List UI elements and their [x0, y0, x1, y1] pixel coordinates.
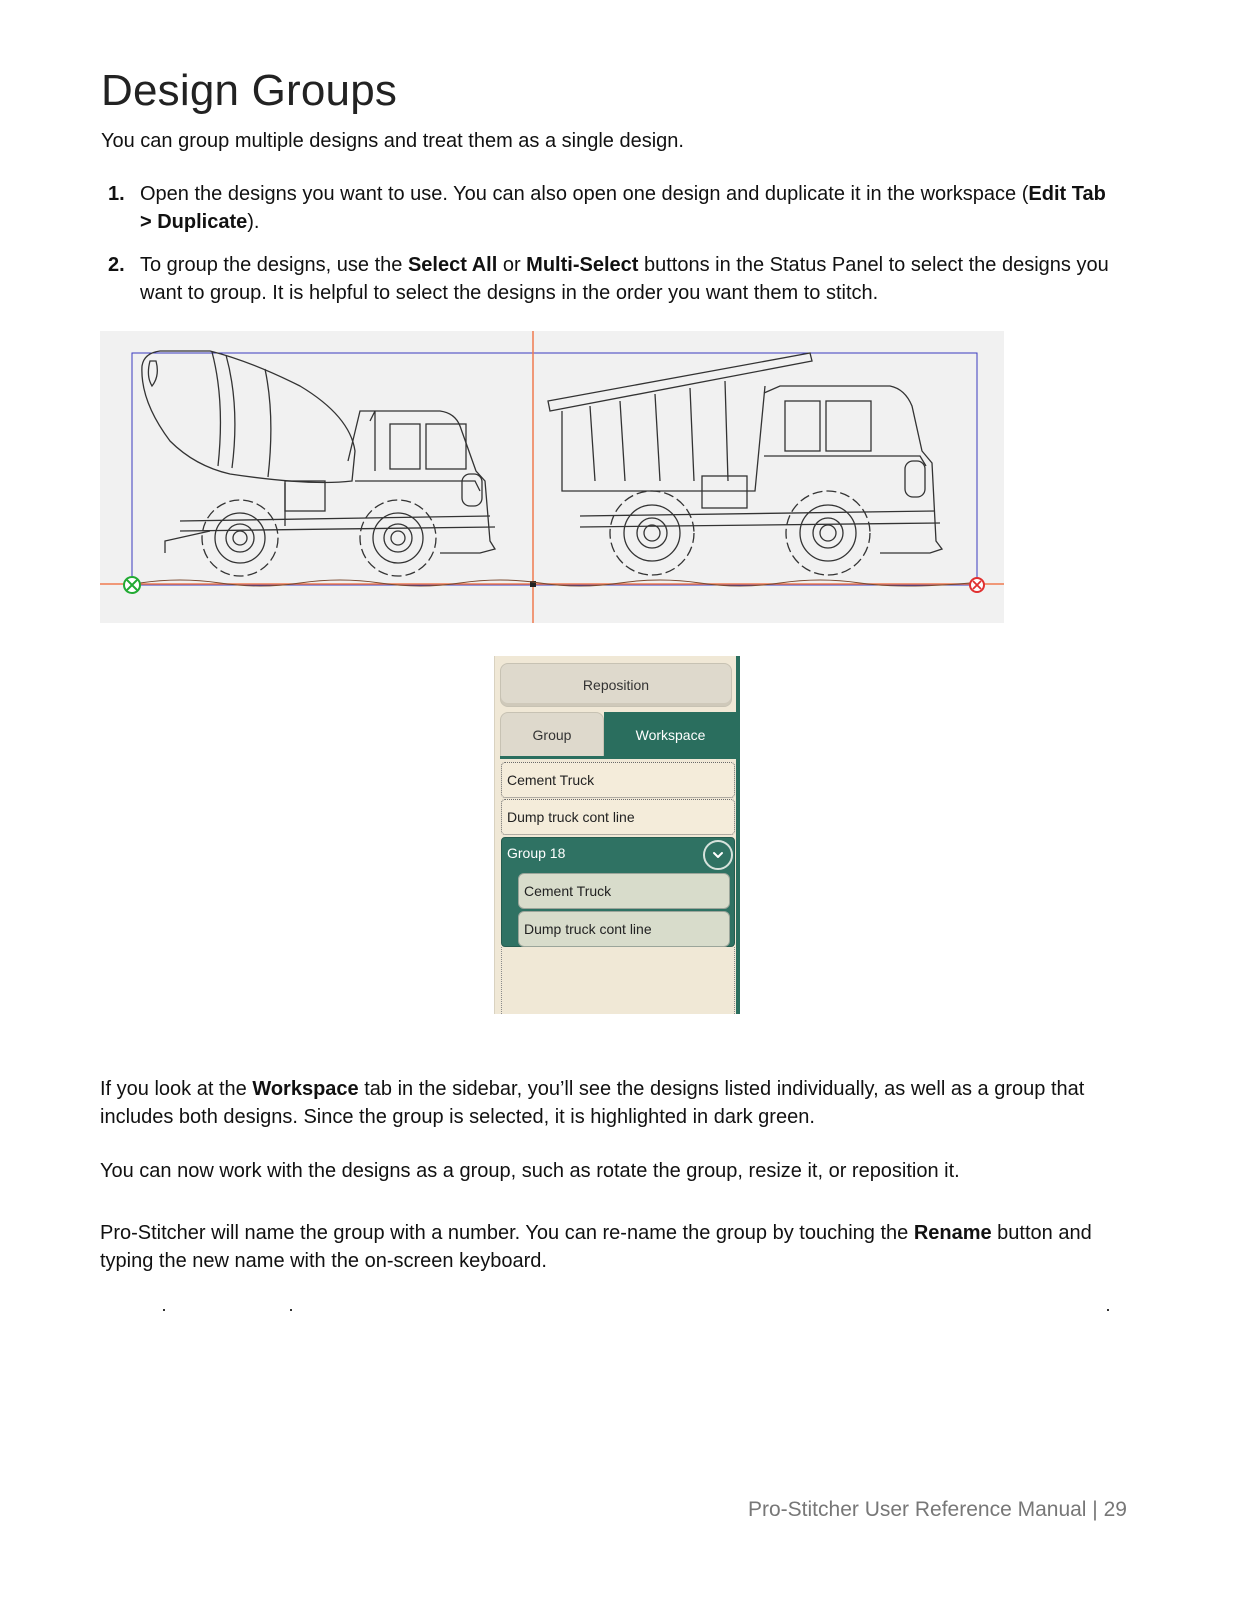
step-number: 2.	[108, 254, 125, 276]
group-child-cement-truck[interactable]: Cement Truck	[518, 873, 730, 909]
stray-dot	[290, 1309, 292, 1311]
step-2	[108, 251, 1118, 307]
group-item-selected[interactable]	[501, 837, 735, 947]
paragraph-text: Pro-Stitcher will name the group with a number. You can re-name the group by touching the	[100, 1222, 914, 1244]
group-label: Group 18	[507, 845, 566, 861]
cement-truck-design	[142, 351, 495, 553]
dump-truck-design	[548, 353, 942, 553]
step-text-part: or	[497, 254, 527, 276]
step-text-part: To group the designs, use the	[140, 254, 408, 276]
expand-group-button[interactable]	[703, 840, 733, 870]
stray-dot	[1107, 1309, 1109, 1311]
start-marker-icon	[124, 577, 140, 593]
workspace-canvas	[100, 331, 1004, 623]
step-bold-text: Edit Tab > Duplicate	[140, 183, 1106, 233]
paragraph-text: tab in the sidebar, you’ll see the designs listed individually, as well as a group that includes both designs. Since the group is selected, it is highlighted in dark green.	[100, 1078, 1085, 1128]
workspace-screenshot	[100, 331, 1004, 623]
list-item-dump-truck[interactable]: Dump truck cont line	[501, 799, 735, 835]
paragraph-text: If you look at the	[100, 1078, 253, 1100]
tab-group[interactable]: Group	[500, 712, 604, 758]
page-footer: Pro-Stitcher User Reference Manual | 29	[748, 1498, 1127, 1521]
step-bold-text: Select All	[407, 254, 498, 276]
dump-truck-wheels	[610, 491, 870, 575]
step-text-part: Open the designs you want to use. You can also open one design and duplicate it in the workspace (	[140, 183, 1029, 205]
chevron-down-icon	[712, 851, 724, 859]
sidebar-tabs	[500, 712, 737, 758]
stray-dot	[163, 1309, 165, 1311]
step-text-part: buttons in the Status Panel to select the designs you want to group. It is helpful to select the designs in the order you want them to stitch.	[140, 254, 1109, 304]
step-bold-text: Multi-Select	[526, 254, 639, 276]
paragraph-work-as-group: You can now work with the designs as a group, such as rotate the group, resize it, or reposition it.	[100, 1160, 960, 1182]
page-title: Design Groups	[101, 66, 398, 115]
paragraph-rename	[100, 1219, 1130, 1275]
step-number: 1.	[108, 183, 125, 205]
step-text	[140, 180, 1118, 236]
step-1	[108, 180, 1118, 236]
step-text-part: ).	[247, 211, 260, 233]
paragraph-bold-text: Rename	[913, 1222, 992, 1244]
reposition-button[interactable]: Reposition	[500, 663, 732, 707]
sidebar-screenshot	[494, 656, 740, 1014]
tab-divider	[500, 756, 737, 759]
list-item-cement-truck[interactable]: Cement Truck	[501, 762, 735, 798]
paragraph-workspace-tab	[100, 1075, 1130, 1131]
list-empty-area	[501, 947, 735, 1014]
intro-text: You can group multiple designs and treat them as a single design.	[101, 130, 684, 152]
step-text	[140, 251, 1118, 307]
paragraph-bold-text: Workspace	[252, 1078, 359, 1100]
group-child-dump-truck[interactable]: Dump truck cont line	[518, 911, 730, 947]
tab-workspace[interactable]: Workspace	[604, 712, 737, 758]
end-marker-icon	[970, 578, 984, 592]
paragraph-text: button and typing the new name with the on-screen keyboard.	[100, 1222, 1092, 1272]
